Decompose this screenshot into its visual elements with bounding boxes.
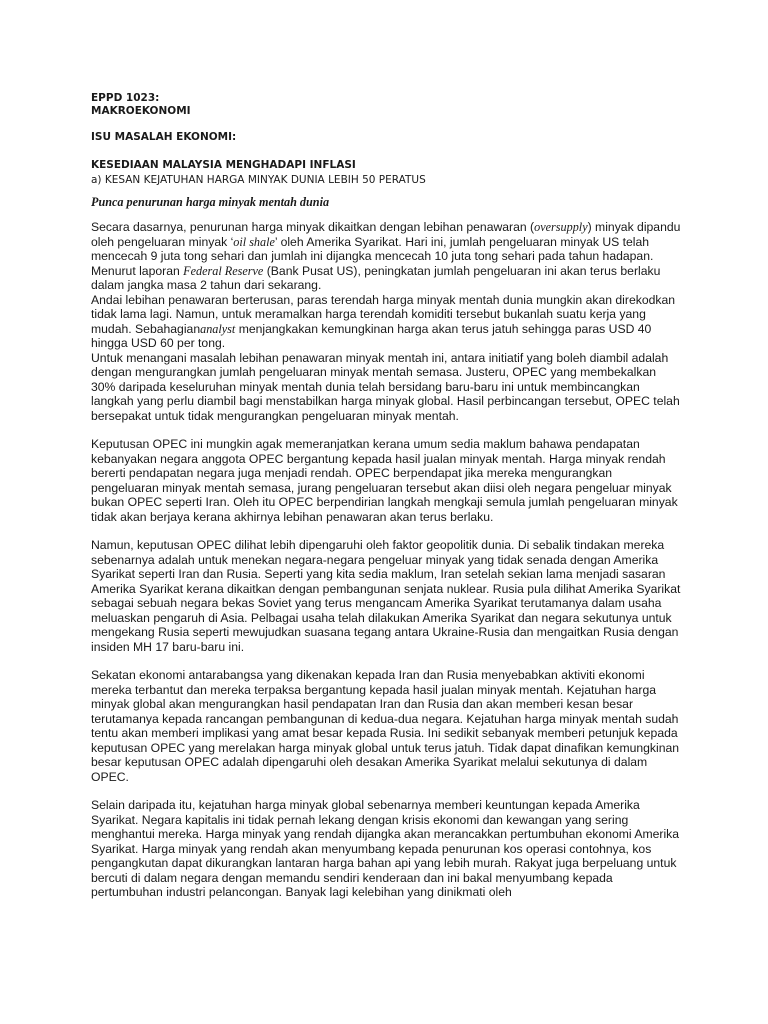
paragraph-2: Keputusan OPEC ini mungkin agak memeranjatkan kerana umum sedia maklum bahawa pendapatan kebanyakan negara anggota OPEC bergantung kepada hasil jualan minyak mentah. Harga minyak rendah bererti pendapatan negara juga menjadi rendah. OPEC berpendapat jika mereka mengurangkan pengeluaran minyak mentah semasa, jurang pengeluaran tersebut akan diisi oleh negara pengeluar minyak bukan OPEC seperti Iran. Oleh itu OPEC berpendirian langkah mengkaji semula jumlah pengeluaran minyak tidak akan berjaya kerana akhirnya lebihan penawaran akan terus berlaku. — [91, 437, 678, 524]
paragraph-3: Namun, keputusan OPEC dilihat lebih dipengaruhi oleh faktor geopolitik dunia. Di sebalik tindakan mereka sebenarnya adalah untuk menekan negara-negara pengeluar minyak yang tidak senada dengan Amerika Syarikat seperti Iran dan Rusia. Seperti yang kita sedia maklum, Iran setelah sekian lama menjadi sasaran Amerika Syarikat kerana dikaitkan dengan pembangunan senjata nuklear. Rusia pula dilihat Amerika Syarikat sebagai sebuah negara bekas Soviet yang terus mengancam Amerika Syarikat terutamanya dalam usaha meluaskan pengaruh di Asia. Pelbagai usaha telah dilakukan Amerika Syarikat dan negara sekutunya untuk mengekang Rusia seperti mewujudkan suasana tegang antara Ukraine-Rusia dan mengaitkan Rusia dengan insiden MH 17 baru-baru ini. — [91, 538, 681, 654]
paragraph-4: Sekatan ekonomi antarabangsa yang dikenakan kepada Iran dan Rusia menyebabkan aktiviti ekonomi mereka terbantut dan mereka terpaksa bergantung kepada hasil jualan minyak mentah. Kejatuhan harga minyak global akan mengurangkan hasil pendapatan Iran dan Rusia dan akan memberi kesan besar terutamanya kepada rancangan pembangunan di kedua-dua negara. Kejatuhan harga minyak mentah sudah tentu akan memberi implikasi yang amat besar kepada Rusia. Ini sedikit sebanyak memberi petunjuk kepada keputusan OPEC yang merelakan harga minyak global untuk terus jatuh. Tidak dapat dinafikan kemungkinan besar keputusan OPEC adalah dipengaruhi oleh desakan Amerika Syarikat melalui sekutunya di dalam OPEC. — [91, 668, 680, 784]
section-title: ISU MASALAH EKONOMI: — [91, 131, 237, 143]
paragraph-1: Secara dasarnya, penurunan harga minyak dikaitkan dengan lebihan penawaran (oversupply) minyak dipandu oleh pengeluaran minyak ‘oil shale’ oleh Amerika Syarikat. Hari ini, jumlah pengeluaran minyak US telah mencecah 9 juta tong sehari dan jumlah ini dijangka mencecah 10 juta tong sehari pada tahun hadapan. Menurut laporan Federal Reserve (Bank Pusat US), peningkatan jumlah pengeluaran ini akan terus berlaku dalam jangka masa 2 tahun dari sekarang. Andai lebihan penawaran berterusan, paras terendah harga minyak mentah dunia mungkin akan direkodkan tidak lama lagi. Namun, untuk meramalkan harga terendah komiditi tersebut bukanlah suatu kerja yang mudah. Sebahagiananalyst menjangkakan kemungkinan harga akan terus jatuh sehingga paras USD 40 hingga USD 60 per tong. Untuk menangani masalah lebihan penawaran minyak mentah ini, antara initiatif yang boleh diambil adalah dengan mengurangkan jumlah pengeluaran minyak mentah semasa. Justeru, OPEC yang membekalkan 30% daripada keseluruhan minyak mentah dunia telah bersidang baru-baru ini untuk membincangkan langkah yang perlu diambil bagi menstabilkan harga minyak global. Hasil perbincangan tersebut, OPEC telah bersepakat untuk tidak mengurangkan pengeluaran minyak mentah. — [91, 220, 681, 423]
paragraph-5: Selain daripada itu, kejatuhan harga minyak global sebenarnya memberi keuntungan kepada Amerika Syarikat. Negara kapitalis ini tidak pernah lekang dengan krisis ekonomi dan kewangan yang sering menghantui mereka. Harga minyak yang rendah dijangka akan merancakkan pertumbuhan ekonomi Amerika Syarikat. Harga minyak yang rendah akan menyumbang kepada penurunan kos operasi contohnya, kos pengangkutan dapat dikurangkan lantaran harga bahan api yang lebih murah. Rakyat juga berpeluang untuk bercuti di dalam negara dengan memandu sendiri kenderaan dan ini bakal menyumbang kepada pertumbuhan industri pelancongan. Banyak lagi kelebihan yang dinikmati oleh — [91, 798, 680, 899]
document-body — [91, 92, 681, 900]
subtopic-title: a) KESAN KEJATUHAN HARGA MINYAK DUNIA LEBIH 50 PERATUS — [91, 174, 426, 186]
course-code: EPPD 1023: — [91, 92, 160, 104]
section-heading: Punca penurunan harga minyak mentah dunia — [91, 195, 330, 209]
topic-title: KESEDIAAN MALAYSIA MENGHADAPI INFLASI — [91, 159, 356, 171]
course-name: MAKROEKONOMI — [91, 105, 191, 117]
